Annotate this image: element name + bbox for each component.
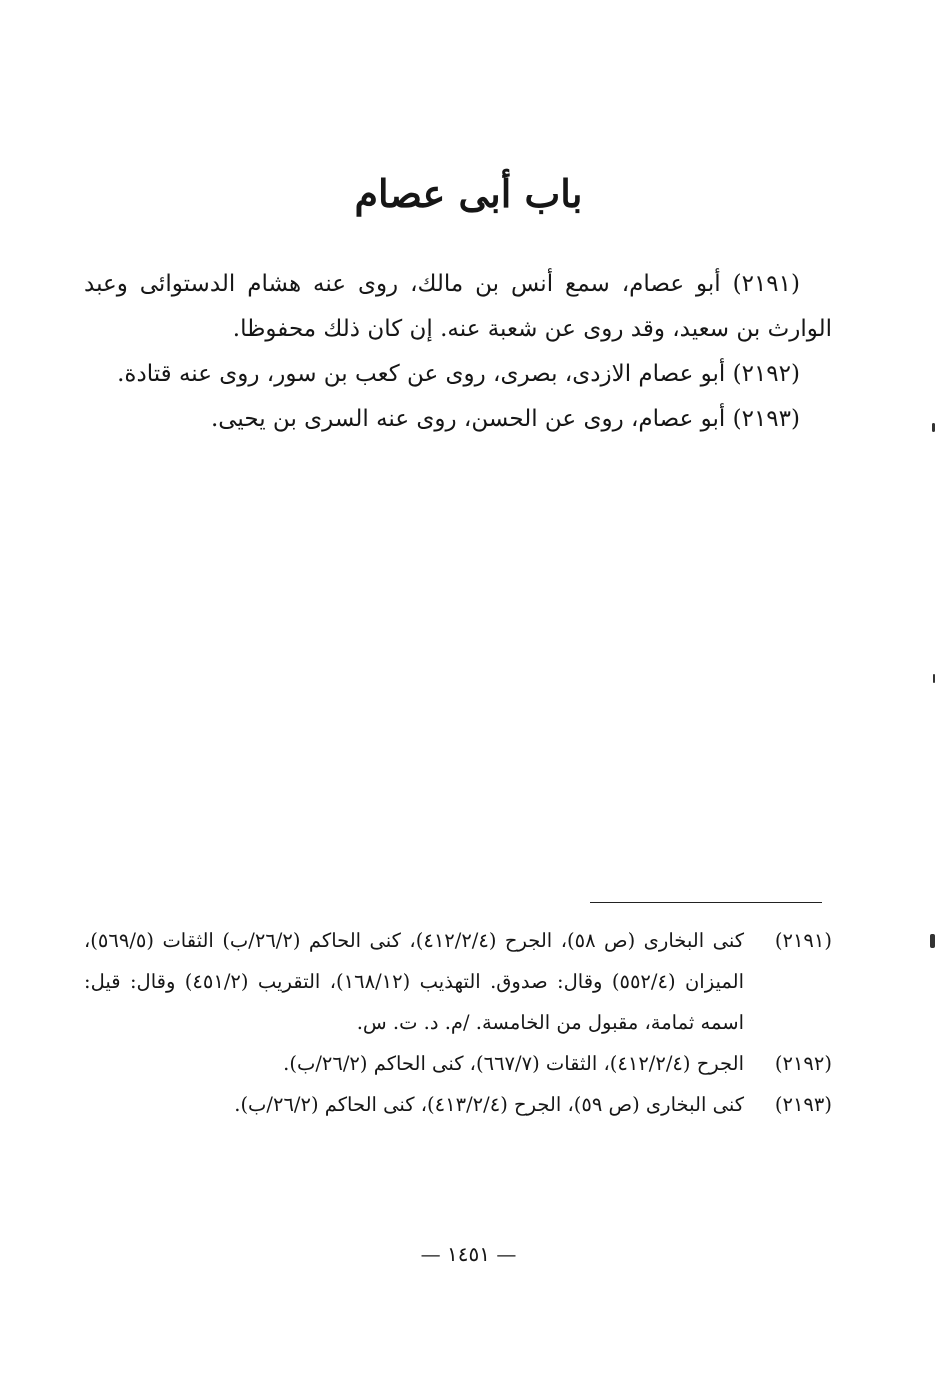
entry-2192: (٢١٩٢) أبو عصام الازدى، بصرى، روى عن كعب بن سور، روى عنه قتادة. bbox=[117, 361, 800, 387]
footnote-text: كنى البخارى (ص ٥٩)، الجرح (٤١٣/٢/٤)، كنى الحاكم (٢٦/٢/ب). bbox=[234, 1093, 744, 1116]
scan-edge-mark bbox=[932, 423, 935, 432]
footnote-2191 bbox=[84, 920, 832, 1043]
page-number: — ١٤٥١ — bbox=[420, 1242, 517, 1266]
entries-section bbox=[84, 262, 832, 442]
footnote-2192 bbox=[84, 1043, 832, 1084]
entry-2191: (٢١٩١) أبو عصام، سمع أنس بن مالك، روى عنه هشام الدستوائى وعبد الوارث بن سعيد، وقد روى عن شعبة عنه. إن كان ذلك محفوظا. bbox=[84, 271, 832, 342]
footnote-separator bbox=[590, 902, 822, 903]
footnote-text: كنى البخارى (ص ٥٨)، الجرح (٤١٢/٢/٤)، كنى الحاكم (٢٦/٢/ب) الثقات (٥٦٩/٥)، الميزان (٥٥٢/٤) وقال: صدوق. التهذيب (١٦٨/١٢)، التقريب (٤٥١/٢) وقال: قيل: اسمه ثمامة، مقبول من الخامسة. /م. د. ت. س. bbox=[84, 929, 744, 1034]
entry-2193: (٢١٩٣) أبو عصام، روى عن الحسن، روى عنه السرى بن يحيى. bbox=[210, 406, 800, 432]
footnote-number: (٢١٩١) bbox=[774, 929, 832, 952]
chapter-title: باب أبى عصام bbox=[354, 171, 583, 216]
footnotes-section bbox=[84, 920, 832, 1125]
footnote-number: (٢١٩٣) bbox=[774, 1093, 832, 1116]
footnote-text: الجرح (٤١٢/٢/٤)، الثقات (٦٦٧/٧)، كنى الحاكم (٢٦/٢/ب). bbox=[283, 1052, 744, 1075]
footnote-number: (٢١٩٢) bbox=[774, 1052, 832, 1075]
scan-edge-mark bbox=[930, 934, 935, 948]
scan-edge-mark bbox=[933, 674, 935, 683]
footnote-2193 bbox=[84, 1084, 832, 1125]
